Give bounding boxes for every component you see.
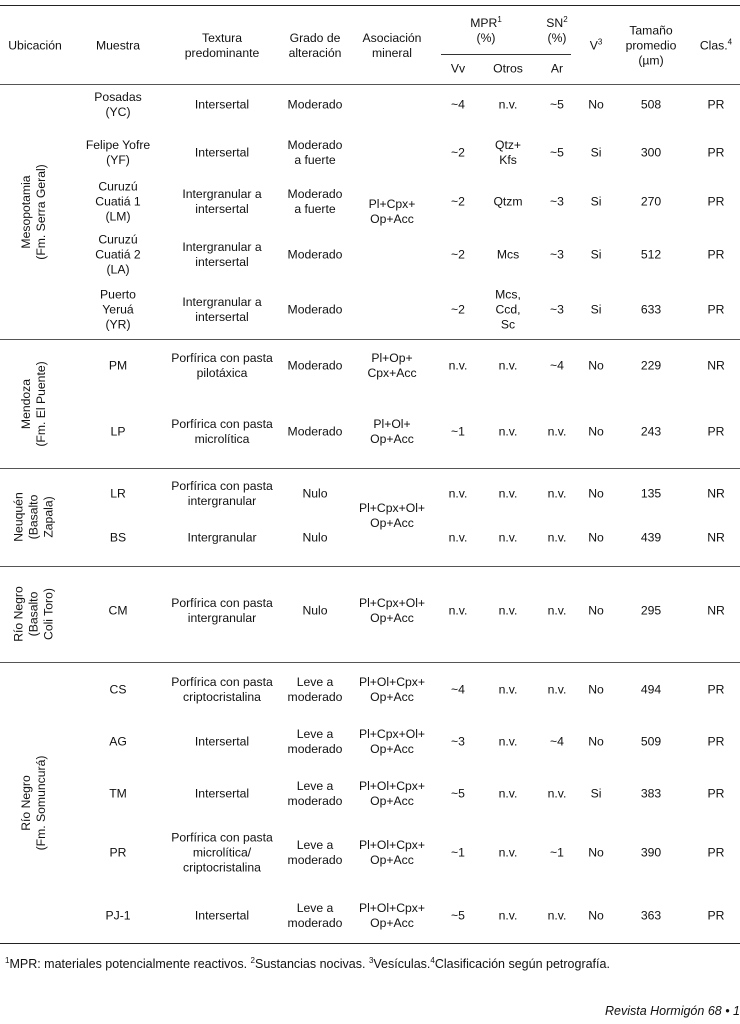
group-assoc-mesopotamia: Pl+Cpx+ Op+Acc xyxy=(368,197,416,226)
cell-ar: n.v. xyxy=(547,486,567,501)
cell-otros: Mcs xyxy=(496,247,520,262)
cell-textura: Porfírica con pasta intergranular xyxy=(171,479,273,508)
header-otros: Otros xyxy=(493,61,523,76)
cell-vv: ~4 xyxy=(451,97,465,112)
cell-otros: n.v. xyxy=(498,424,518,439)
cell-grado: Moderado xyxy=(287,302,343,317)
cell-clas: PR xyxy=(707,908,725,923)
cell-textura: Porfírica con pasta intergranular xyxy=(171,596,273,625)
cell-otros: Qtz+ Kfs xyxy=(494,138,522,167)
cell-muestra: CM xyxy=(108,603,128,618)
cell-textura: Intersertal xyxy=(194,908,250,923)
cell-muestra: LP xyxy=(110,424,126,439)
cell-grado: Nulo xyxy=(302,486,328,501)
cell-asociacion: Pl+Ol+ Op+Acc xyxy=(370,417,414,446)
cell-tamano: 295 xyxy=(640,603,662,618)
cell-vv: ~5 xyxy=(451,908,465,923)
cell-v: No xyxy=(588,908,604,923)
group-label-rio-negro-somuncura: Río Negro (Fm. Somuncurá) xyxy=(19,755,48,851)
cell-grado: Leve a moderado xyxy=(287,727,343,756)
cell-grado: Leve a moderado xyxy=(287,675,343,704)
cell-muestra: PR xyxy=(109,845,127,860)
cell-clas: PR xyxy=(707,682,725,697)
cell-vv: ~4 xyxy=(451,682,465,697)
cell-vv: ~2 xyxy=(451,194,465,209)
cell-clas: PR xyxy=(707,247,725,262)
cell-otros: n.v. xyxy=(498,603,518,618)
cell-clas: NR xyxy=(707,603,725,618)
cell-ar: ~3 xyxy=(550,302,564,317)
cell-vv: ~1 xyxy=(451,845,465,860)
cell-grado: Moderado xyxy=(287,97,343,112)
cell-clas: PR xyxy=(707,194,725,209)
cell-tamano: 300 xyxy=(640,145,662,160)
group-rule-1 xyxy=(0,339,740,340)
group-label-rio-negro-coli-toro: Río Negro (Basalto Coli Toro) xyxy=(11,586,56,642)
cell-textura: Porfírica con pasta microlítica/ criptocristalina xyxy=(171,830,273,875)
cell-v: Si xyxy=(590,194,602,209)
cell-clas: PR xyxy=(707,786,725,801)
cell-muestra: Felipe Yofre (YF) xyxy=(85,138,151,167)
cell-vv: n.v. xyxy=(448,603,468,618)
cell-asociacion: Pl+Cpx+Ol+ Op+Acc xyxy=(358,727,426,756)
cell-grado: Leve a moderado xyxy=(287,779,343,808)
footnote-sup-4: 4 xyxy=(430,956,435,965)
cell-vv: n.v. xyxy=(448,530,468,545)
cell-v: No xyxy=(588,603,604,618)
cell-ar: ~3 xyxy=(550,247,564,262)
cell-tamano: 512 xyxy=(640,247,662,262)
header-textura: Textura predominante xyxy=(184,31,260,60)
header-asociacion: Asociación mineral xyxy=(362,31,422,60)
footnote-sup-1: 1 xyxy=(5,956,10,965)
cell-textura: Intersertal xyxy=(194,145,250,160)
footnote-text-4: Clasificación según petrografía. xyxy=(434,957,610,971)
cell-grado: Moderado a fuerte xyxy=(287,187,343,216)
header-tamano: Tamaño promedio (µm) xyxy=(625,23,677,68)
cell-muestra: Curuzú Cuatiá 2 (LA) xyxy=(95,232,141,277)
cell-otros: n.v. xyxy=(498,486,518,501)
cell-v: Si xyxy=(590,302,602,317)
cell-ar: n.v. xyxy=(547,603,567,618)
footnote-sup-2: 2 xyxy=(250,956,255,965)
cell-otros: n.v. xyxy=(498,845,518,860)
cell-grado: Moderado xyxy=(287,358,343,373)
v-label: V xyxy=(589,38,598,53)
cell-ar: ~5 xyxy=(550,97,564,112)
cell-muestra: Puerto Yeruá (YR) xyxy=(100,287,136,332)
cell-vv: ~2 xyxy=(451,145,465,160)
cell-otros: Mcs, Ccd, Sc xyxy=(495,287,521,332)
cell-tamano: 135 xyxy=(640,486,662,501)
cell-ar: n.v. xyxy=(547,530,567,545)
cell-vv: n.v. xyxy=(448,486,468,501)
table-bottom-rule xyxy=(0,943,740,944)
cell-v: No xyxy=(588,424,604,439)
cell-muestra: Curuzú Cuatiá 1 (LM) xyxy=(95,179,141,224)
cell-clas: NR xyxy=(707,486,725,501)
cell-textura: Porfírica con pasta criptocristalina xyxy=(171,675,273,704)
cell-textura: Porfírica con pasta microlítica xyxy=(171,417,273,446)
sn-unit: (%) xyxy=(547,31,567,45)
cell-muestra: CS xyxy=(109,682,127,697)
cell-clas: PR xyxy=(707,734,725,749)
cell-textura: Intergranular a intersertal xyxy=(182,240,262,269)
cell-textura: Intergranular a intersertal xyxy=(182,187,262,216)
cell-otros: n.v. xyxy=(498,908,518,923)
cell-asociacion: Pl+Ol+Cpx+ Op+Acc xyxy=(358,838,426,867)
header-ar: Ar xyxy=(550,61,564,76)
cell-asociacion: Pl+Ol+Cpx+ Op+Acc xyxy=(358,779,426,808)
group-rule-2 xyxy=(0,468,740,469)
header-ubicacion: Ubicación xyxy=(8,38,62,53)
header-muestra: Muestra xyxy=(95,38,141,53)
cell-v: Si xyxy=(590,786,602,801)
cell-textura: Intersertal xyxy=(194,734,250,749)
cell-clas: PR xyxy=(707,845,725,860)
cell-v: No xyxy=(588,734,604,749)
header-vv: Vv xyxy=(450,61,466,76)
mpr-label: MPR xyxy=(470,16,498,30)
cell-otros: n.v. xyxy=(498,786,518,801)
header-mpr xyxy=(470,16,502,46)
cell-v: No xyxy=(588,97,604,112)
cell-ar: ~3 xyxy=(550,194,564,209)
cell-vv: ~2 xyxy=(451,247,465,262)
cell-vv: ~5 xyxy=(451,786,465,801)
cell-clas: NR xyxy=(707,358,725,373)
cell-v: Si xyxy=(590,145,602,160)
sn-label: SN xyxy=(546,16,564,30)
cell-ar: n.v. xyxy=(547,682,567,697)
cell-muestra: PM xyxy=(108,358,128,373)
cell-textura: Porfírica con pasta pilotáxica xyxy=(171,351,273,380)
cell-grado: Moderado xyxy=(287,247,343,262)
cell-tamano: 229 xyxy=(640,358,662,373)
cell-vv: n.v. xyxy=(448,358,468,373)
group-assoc-neuquen: Pl+Cpx+Ol+ Op+Acc xyxy=(358,501,426,530)
cell-textura: Intersertal xyxy=(194,97,250,112)
cell-v: No xyxy=(588,845,604,860)
cell-v: No xyxy=(588,682,604,697)
cell-tamano: 494 xyxy=(640,682,662,697)
cell-tamano: 509 xyxy=(640,734,662,749)
cell-muestra: TM xyxy=(109,786,127,801)
cell-vv: ~3 xyxy=(451,734,465,749)
group-rule-4 xyxy=(0,662,740,663)
cell-otros: n.v. xyxy=(498,358,518,373)
cell-ar: n.v. xyxy=(547,786,567,801)
cell-muestra: LR xyxy=(110,486,126,501)
cell-clas: PR xyxy=(707,424,725,439)
header-v xyxy=(590,39,603,54)
table-top-rule xyxy=(0,5,740,6)
cell-clas: PR xyxy=(707,145,725,160)
cell-tamano: 363 xyxy=(640,908,662,923)
cell-otros: Qtzm xyxy=(493,194,523,209)
cell-grado: Moderado a fuerte xyxy=(287,138,343,167)
cell-asociacion: Pl+Cpx+Ol+ Op+Acc xyxy=(358,596,426,625)
cell-tamano: 633 xyxy=(640,302,662,317)
cell-muestra: Posadas (YC) xyxy=(94,90,142,119)
cell-clas: PR xyxy=(707,97,725,112)
cell-ar: n.v. xyxy=(547,908,567,923)
cell-tamano: 439 xyxy=(640,530,662,545)
footnote-text-1: MPR: materiales potencialmente reactivos. xyxy=(9,957,251,971)
clas-label: Clas. xyxy=(699,38,728,53)
cell-clas: NR xyxy=(707,530,725,545)
cell-grado: Nulo xyxy=(302,603,328,618)
group-label-mendoza: Mendoza (Fm. El Puente) xyxy=(19,361,48,447)
cell-ar: ~5 xyxy=(550,145,564,160)
header-clas xyxy=(700,39,732,54)
cell-vv: ~1 xyxy=(451,424,465,439)
footnote-text-2: Sustancias nocivas. xyxy=(254,957,369,971)
journal-footer: Revista Hormigón 68 • 1 xyxy=(605,1004,740,1018)
header-bottom-rule xyxy=(0,84,740,85)
cell-ar: n.v. xyxy=(547,424,567,439)
cell-muestra: BS xyxy=(109,530,127,545)
cell-otros: n.v. xyxy=(498,682,518,697)
clas-sup: 4 xyxy=(727,37,733,47)
cell-tamano: 390 xyxy=(640,845,662,860)
footnote-text-3: Vesículas. xyxy=(373,957,431,971)
footnote xyxy=(5,957,610,971)
mpr-header-rule xyxy=(441,54,571,55)
cell-grado: Leve a moderado xyxy=(287,901,343,930)
cell-v: No xyxy=(588,530,604,545)
cell-asociacion: Pl+Ol+Cpx+ Op+Acc xyxy=(358,901,426,930)
cell-clas: PR xyxy=(707,302,725,317)
mpr-unit: (%) xyxy=(476,31,496,45)
cell-muestra: PJ-1 xyxy=(105,908,131,923)
mpr-sup: 1 xyxy=(497,15,502,24)
cell-textura: Intergranular a intersertal xyxy=(182,295,262,324)
cell-textura: Intergranular xyxy=(187,530,257,545)
sn-sup: 2 xyxy=(563,15,568,24)
cell-grado: Moderado xyxy=(287,424,343,439)
cell-tamano: 383 xyxy=(640,786,662,801)
cell-ar: ~1 xyxy=(550,845,564,860)
header-sn xyxy=(546,16,567,46)
cell-asociacion: Pl+Ol+Cpx+ Op+Acc xyxy=(358,675,426,704)
cell-ar: ~4 xyxy=(550,358,564,373)
footnote-sup-3: 3 xyxy=(368,956,374,965)
cell-otros: n.v. xyxy=(498,734,518,749)
cell-ar: ~4 xyxy=(550,734,564,749)
cell-textura: Intersertal xyxy=(194,786,250,801)
v-sup: 3 xyxy=(597,37,603,47)
cell-asociacion: Pl+Op+ Cpx+Acc xyxy=(367,351,417,380)
cell-tamano: 508 xyxy=(640,97,662,112)
cell-v: Si xyxy=(590,247,602,262)
cell-muestra: AG xyxy=(109,734,127,749)
header-grado: Grado de alteración xyxy=(288,31,342,60)
cell-v: No xyxy=(588,358,604,373)
cell-grado: Leve a moderado xyxy=(287,838,343,867)
cell-tamano: 270 xyxy=(640,194,662,209)
group-rule-3 xyxy=(0,566,740,567)
cell-otros: n.v. xyxy=(498,97,518,112)
cell-v: No xyxy=(588,486,604,501)
cell-otros: n.v. xyxy=(498,530,518,545)
cell-vv: ~2 xyxy=(451,302,465,317)
group-label-neuquen: Neuquén (Basalto Zapala) xyxy=(11,492,56,542)
cell-grado: Nulo xyxy=(302,530,328,545)
cell-tamano: 243 xyxy=(640,424,662,439)
group-label-mesopotamia: Mesopotamia (Fm. Serra Geral) xyxy=(19,164,48,260)
